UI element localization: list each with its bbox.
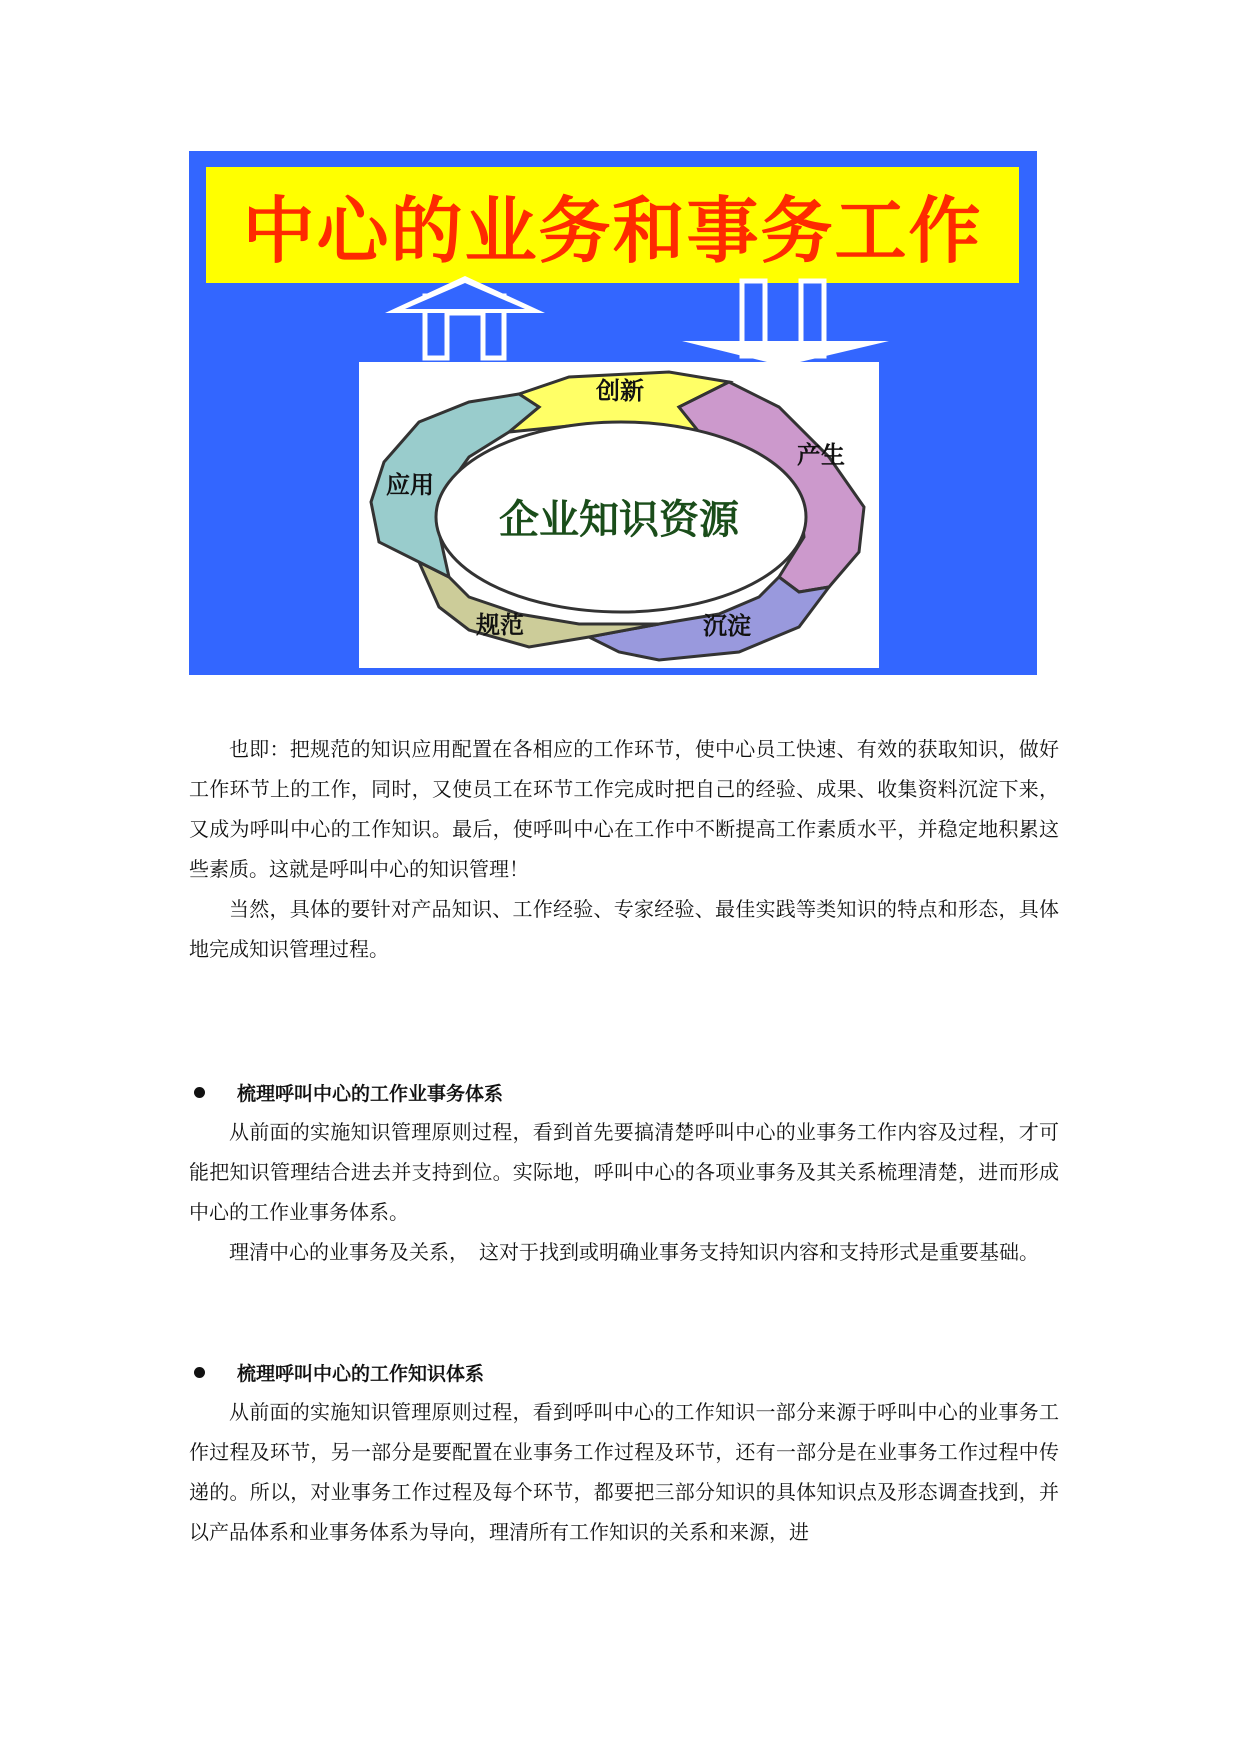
figure-title: 中心的业务和事务工作 <box>242 189 983 273</box>
label-innovate: 创新 <box>596 377 644 405</box>
label-standardize: 规范 <box>476 611 524 639</box>
label-produce: 产生 <box>797 441 845 469</box>
paragraph: 从前面的实施知识管理原则过程，看到呼叫中心的工作知识一部分来源于呼叫中心的业事务工作过程及环节，另一部分是要配置在业事务工作过程及环节，还有一部分是在业事务工作过程中传递的。所以，对业事务工作过程及每个环节，都要把三部分知识的具体知识点及形态调查找到，并以产品体系和业事务体系为导向，理清所有工作知识的关系和来源，进 <box>189 1400 1059 1544</box>
paragraph: 也即：把规范的知识应用配置在各相应的工作环节，使中心员工快速、有效的获取知识，做好工作环节上的工作，同时，又使员工在环节工作完成时把自己的经验、成果、收集资料沉淀下来，又成为呼叫中心的工作知识。最后，使呼叫中心在工作中不断提高工作素质水平，并稳定地积累这些素质。这就是呼叫中心的知识管理！ <box>189 737 1059 881</box>
section-heading <box>189 1352 1059 1392</box>
label-settle: 沉淀 <box>703 612 751 640</box>
paragraph: 当然，具体的要针对产品知识、工作经验、专家经验、最佳实践等类知识的特点和形态，具体地完成知识管理过程。 <box>189 897 1059 961</box>
label-apply: 应用 <box>386 471 434 499</box>
section2-paragraphs <box>189 1392 1059 1552</box>
knowledge-cycle-figure <box>189 151 1037 675</box>
section-heading <box>189 1072 1059 1112</box>
cycle-diagram-panel <box>359 362 879 668</box>
section-heading-text: 梳理呼叫中心的工作业事务体系 <box>237 1082 504 1105</box>
section1-paragraphs <box>189 1112 1059 1272</box>
paragraph: 从前面的实施知识管理原则过程，看到首先要搞清楚呼叫中心的业事务工作内容及过程，才可能把知识管理结合进去并支持到位。实际地，呼叫中心的各项业事务及其关系梳理清楚，进而形成中心的工作业事务体系。 <box>189 1120 1059 1224</box>
bullet-icon <box>194 1087 205 1098</box>
section-heading-text: 梳理呼叫中心的工作知识体系 <box>237 1362 485 1385</box>
paragraph: 理清中心的业事务及关系， 这对于找到或明确业事务支持知识内容和支持形式是重要基础。 <box>229 1240 1039 1264</box>
bullet-icon <box>194 1367 205 1378</box>
intro-paragraphs <box>189 729 1059 969</box>
center-label: 企业知识资源 <box>499 497 739 543</box>
